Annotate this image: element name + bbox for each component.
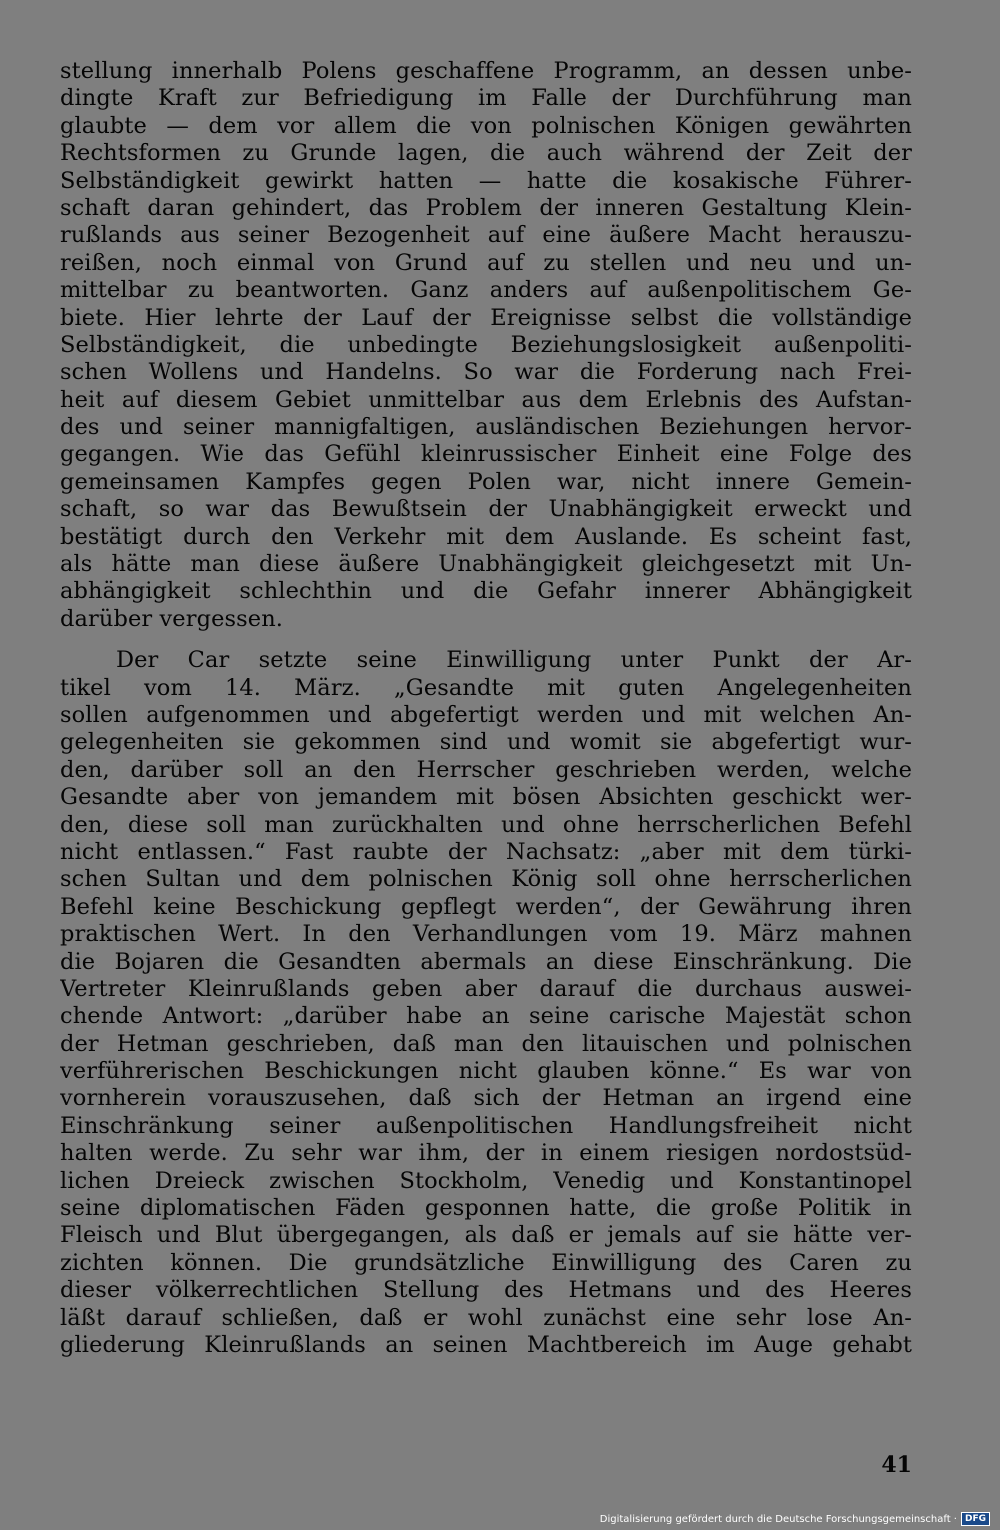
text-line: der Hetman geschrieben, daß man den litauischen und polnischen <box>60 1030 912 1057</box>
text-line: Vertreter Kleinrußlands geben aber darauf die durchaus auswei- <box>60 975 912 1002</box>
text-line: den, diese soll man zurückhalten und ohne herrscherlichen Befehl <box>60 811 912 838</box>
text-line: bestätigt durch den Verkehr mit dem Auslande. Es scheint fast, <box>60 523 912 550</box>
text-line: Der Car setzte seine Einwilligung unter Punkt der Ar- <box>116 647 912 674</box>
text-line: die Bojaren die Gesandten abermals an diese Einschränkung. Die <box>60 948 912 975</box>
text-line: mittelbar zu beantworten. Ganz anders auf außenpolitischem Ge- <box>60 277 912 304</box>
text-line: schen Sultan und dem polnischen König soll ohne herrscherlichen <box>60 866 912 893</box>
paragraph-2 <box>60 647 912 1359</box>
text-line: Gesandte aber von jemandem mit bösen Absichten geschickt wer- <box>60 784 912 811</box>
text-line: Einschränkung seiner außenpolitischen Handlungsfreiheit nicht <box>60 1112 912 1139</box>
text-line: schaft, so war das Bewußtsein der Unabhängigkeit erweckt und <box>60 496 912 523</box>
credit-text: Digitalisierung gefördert durch die Deutsche Forschungsgemeinschaft · <box>599 1513 957 1525</box>
dfg-logo: DFG <box>961 1512 990 1526</box>
text-line: glaubte — dem vor allem die von polnischen Königen gewährten <box>60 112 912 139</box>
text-line: chende Antwort: „darüber habe an seine carische Majestät schon <box>60 1003 912 1030</box>
page-number: 41 <box>881 1452 912 1478</box>
paragraph-1 <box>60 58 912 633</box>
text-line: läßt darauf schließen, daß er wohl zunächst eine sehr lose An- <box>60 1304 912 1331</box>
text-line: zichten können. Die grundsätzliche Einwilligung des Caren zu <box>60 1249 912 1276</box>
text-line: halten werde. Zu sehr war ihm, der in einem riesigen nordostsüd- <box>60 1140 912 1167</box>
text-line: stellung innerhalb Polens geschaffene Programm, an dessen unbe- <box>60 58 912 84</box>
text-line: tikel vom 14. März. „Gesandte mit guten Angelegenheiten <box>60 674 912 701</box>
text-line: praktischen Wert. In den Verhandlungen vom 19. März mahnen <box>60 921 912 948</box>
text-line: reißen, noch einmal von Grund auf zu stellen und neu und un- <box>60 249 912 276</box>
text-line: seine diplomatischen Fäden gesponnen hatte, die große Politik in <box>60 1195 912 1222</box>
text-line: darüber vergessen. <box>60 605 284 632</box>
text-line: dingte Kraft zur Befriedigung im Falle der Durchführung man <box>60 85 912 112</box>
text-line: gliederung Kleinrußlands an seinen Machtbereich im Auge gehabt <box>60 1331 912 1358</box>
text-line: Rechtsformen zu Grunde lagen, die auch während der Zeit der <box>60 140 912 167</box>
text-line: vornherein vorauszusehen, daß sich der Hetman an irgend eine <box>60 1085 912 1112</box>
text-line: schaft daran gehindert, das Problem der inneren Gestaltung Klein- <box>60 194 912 221</box>
digitization-credit <box>600 1512 990 1526</box>
text-line: Selbständigkeit gewirkt hatten — hatte die kosakische Führer- <box>60 167 912 194</box>
text-line: Fleisch und Blut übergegangen, als daß er jemals auf sie hätte ver- <box>60 1222 912 1249</box>
paragraph-gap <box>60 633 912 647</box>
text-line: den, darüber soll an den Herrscher geschrieben werden, welche <box>60 756 912 783</box>
text-line: lichen Dreieck zwischen Stockholm, Venedig und Konstantinopel <box>60 1167 912 1194</box>
text-line: nicht entlassen.“ Fast raubte der Nachsatz: „aber mit dem türki- <box>60 838 912 865</box>
text-line: rußlands aus seiner Bezogenheit auf eine äußere Macht herauszu- <box>60 222 912 249</box>
page-text <box>60 58 912 1359</box>
text-line: verführerischen Beschickungen nicht glauben könne.“ Es war von <box>60 1058 912 1085</box>
text-line: schen Wollens und Handelns. So war die Forderung nach Frei- <box>60 359 912 386</box>
text-line: dieser völkerrechtlichen Stellung des Hetmans und des Heeres <box>60 1277 912 1304</box>
text-line: gegangen. Wie das Gefühl kleinrussischer Einheit eine Folge des <box>60 441 912 468</box>
text-line: Selbständigkeit, die unbedingte Beziehungslosigkeit außenpoliti- <box>60 331 912 358</box>
text-line: heit auf diesem Gebiet unmittelbar aus dem Erlebnis des Aufstan- <box>60 386 912 413</box>
text-line: des und seiner mannigfaltigen, ausländischen Beziehungen hervor- <box>60 414 912 441</box>
text-line: abhängigkeit schlechthin und die Gefahr innerer Abhängigkeit <box>60 578 912 605</box>
text-line: gemeinsamen Kampfes gegen Polen war, nicht innere Gemein- <box>60 468 912 495</box>
text-line: Befehl keine Beschickung gepflegt werden“, der Gewährung ihren <box>60 893 912 920</box>
text-line: biete. Hier lehrte der Lauf der Ereignisse selbst die vollständige <box>60 304 912 331</box>
text-line: sollen aufgenommen und abgefertigt werden und mit welchen An- <box>60 701 912 728</box>
text-line: als hätte man diese äußere Unabhängigkeit gleichgesetzt mit Un- <box>60 551 912 578</box>
text-line: gelegenheiten sie gekommen sind und womit sie abgefertigt wur- <box>60 729 912 756</box>
